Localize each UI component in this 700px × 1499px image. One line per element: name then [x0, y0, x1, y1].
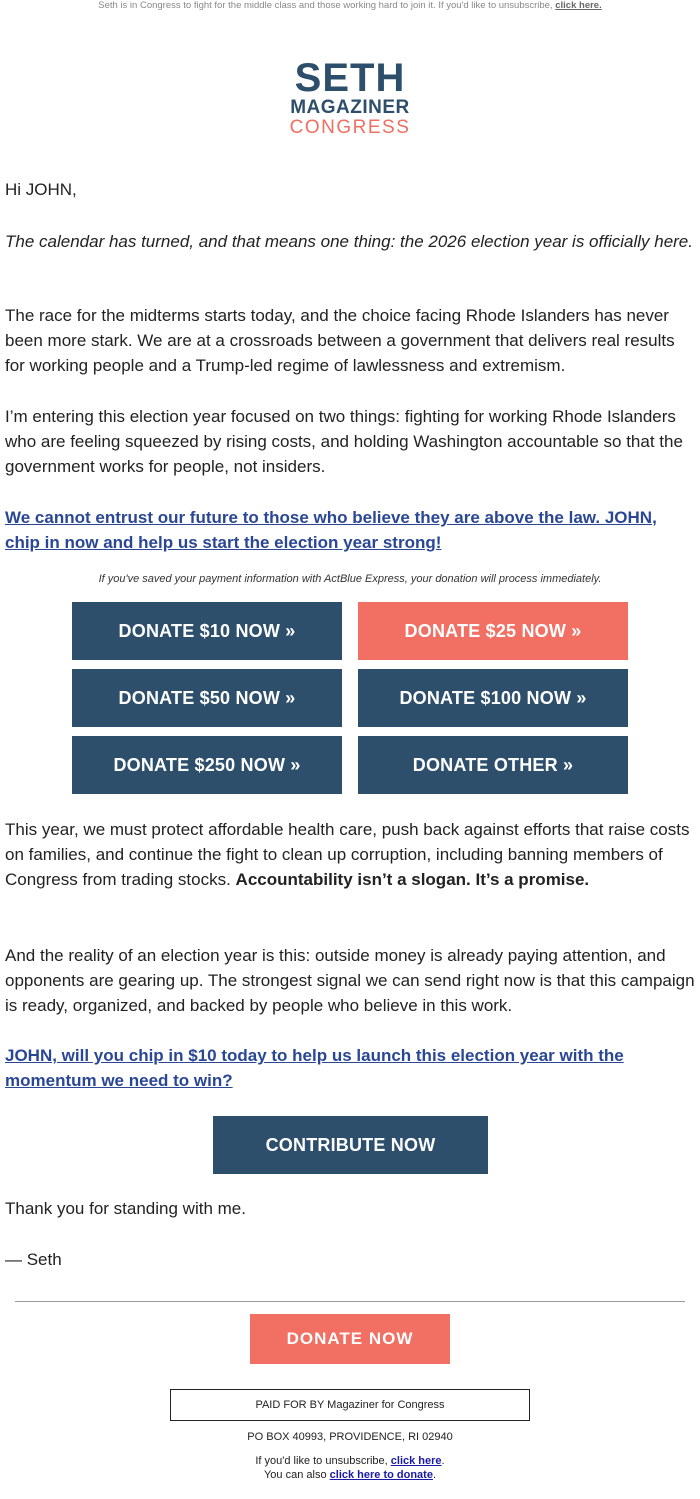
accountability-bold: Accountability isn’t a slogan. It’s a promise. [235, 870, 590, 889]
campaign-logo [0, 58, 700, 138]
paragraph-focus: I’m entering this election year focused on two things: fighting for working Rhode Islanders who are feeling squeezed by rising costs, and holding Washington accountable so that the government works for people, not insiders. [5, 407, 683, 476]
footer-donate-link[interactable]: click here to donate [329, 1469, 433, 1481]
logo-line-magaziner: MAGAZINER [290, 97, 410, 118]
priorities-text: This year, we must protect affordable health care, push back against efforts that raise costs on families, and continue the fight to clean up corruption, including banning members of Congress from trading stocks. [5, 820, 690, 889]
chip-in-10-link[interactable]: JOHN, will you chip in $10 today to help us launch this election year with the momentum we need to win? [5, 1046, 624, 1090]
intro-paragraph: The calendar has turned, and that means one thing: the 2026 election year is officially here. [5, 232, 693, 251]
mailing-address: PO BOX 40993, PROVIDENCE, RI 02940 [247, 1431, 453, 1443]
also-text: You can also [263, 1469, 327, 1481]
cta-paragraph-2 [5, 1043, 695, 1093]
unsubscribe-line [0, 1455, 700, 1468]
unsubscribe-link[interactable]: click here [390, 1455, 442, 1467]
paragraph-midterms: The race for the midterms starts today, and the choice facing Rhode Islanders has never been more stark. We are at a crossroads between a government that delivers real results for working people and a Trump-led regime of lawlessness and extremism. [5, 306, 675, 375]
greeting: Hi JOHN, [5, 180, 77, 199]
also-end: . [432, 1469, 437, 1481]
paragraph-reality: And the reality of an election year is this: outside money is already paying attention, and opponents are gearing up. The strongest signal we can send right now is that this campaign is ready, organized, and backed by people who believe in this work. [5, 946, 695, 1015]
chip-in-link[interactable]: We cannot entrust our future to those who believe they are above the law. JOHN, chip in now and help us start the election year strong! [5, 508, 657, 552]
footer-divider [15, 1301, 685, 1302]
paid-for-disclaimer: PAID FOR BY Magaziner for Congress [170, 1389, 530, 1421]
cta-paragraph-1 [5, 505, 695, 555]
donate-250-button[interactable]: DONATE $250 NOW » [72, 736, 342, 794]
donate-other-button[interactable]: DONATE OTHER » [358, 736, 628, 794]
unsubscribe-end: . [441, 1455, 445, 1467]
preheader [0, 0, 700, 14]
donate-now-button[interactable]: DONATE NOW [250, 1314, 450, 1364]
logo-line-seth: SETH [294, 56, 406, 100]
logo-line-congress: CONGRESS [289, 117, 411, 138]
donate-footer-line [0, 1469, 700, 1482]
paragraph-priorities [5, 817, 695, 892]
donate-25-button[interactable]: DONATE $25 NOW » [358, 602, 628, 660]
thanks-line: Thank you for standing with me. [5, 1199, 246, 1218]
signoff: — Seth [5, 1250, 62, 1269]
donate-100-button[interactable]: DONATE $100 NOW » [358, 669, 628, 727]
unsubscribe-text: If you'd like to unsubscribe, [255, 1455, 388, 1467]
preheader-unsubscribe-link[interactable]: click here. [555, 0, 602, 11]
preheader-text: Seth is in Congress to fight for the middle class and those working hard to join it. If you'd like to unsubscribe, [98, 0, 553, 11]
contribute-now-button[interactable]: CONTRIBUTE NOW [213, 1116, 488, 1174]
donate-10-button[interactable]: DONATE $10 NOW » [72, 602, 342, 660]
actblue-note: If you've saved your payment information with ActBlue Express, your donation will process immediately. [98, 573, 602, 585]
donate-50-button[interactable]: DONATE $50 NOW » [72, 669, 342, 727]
